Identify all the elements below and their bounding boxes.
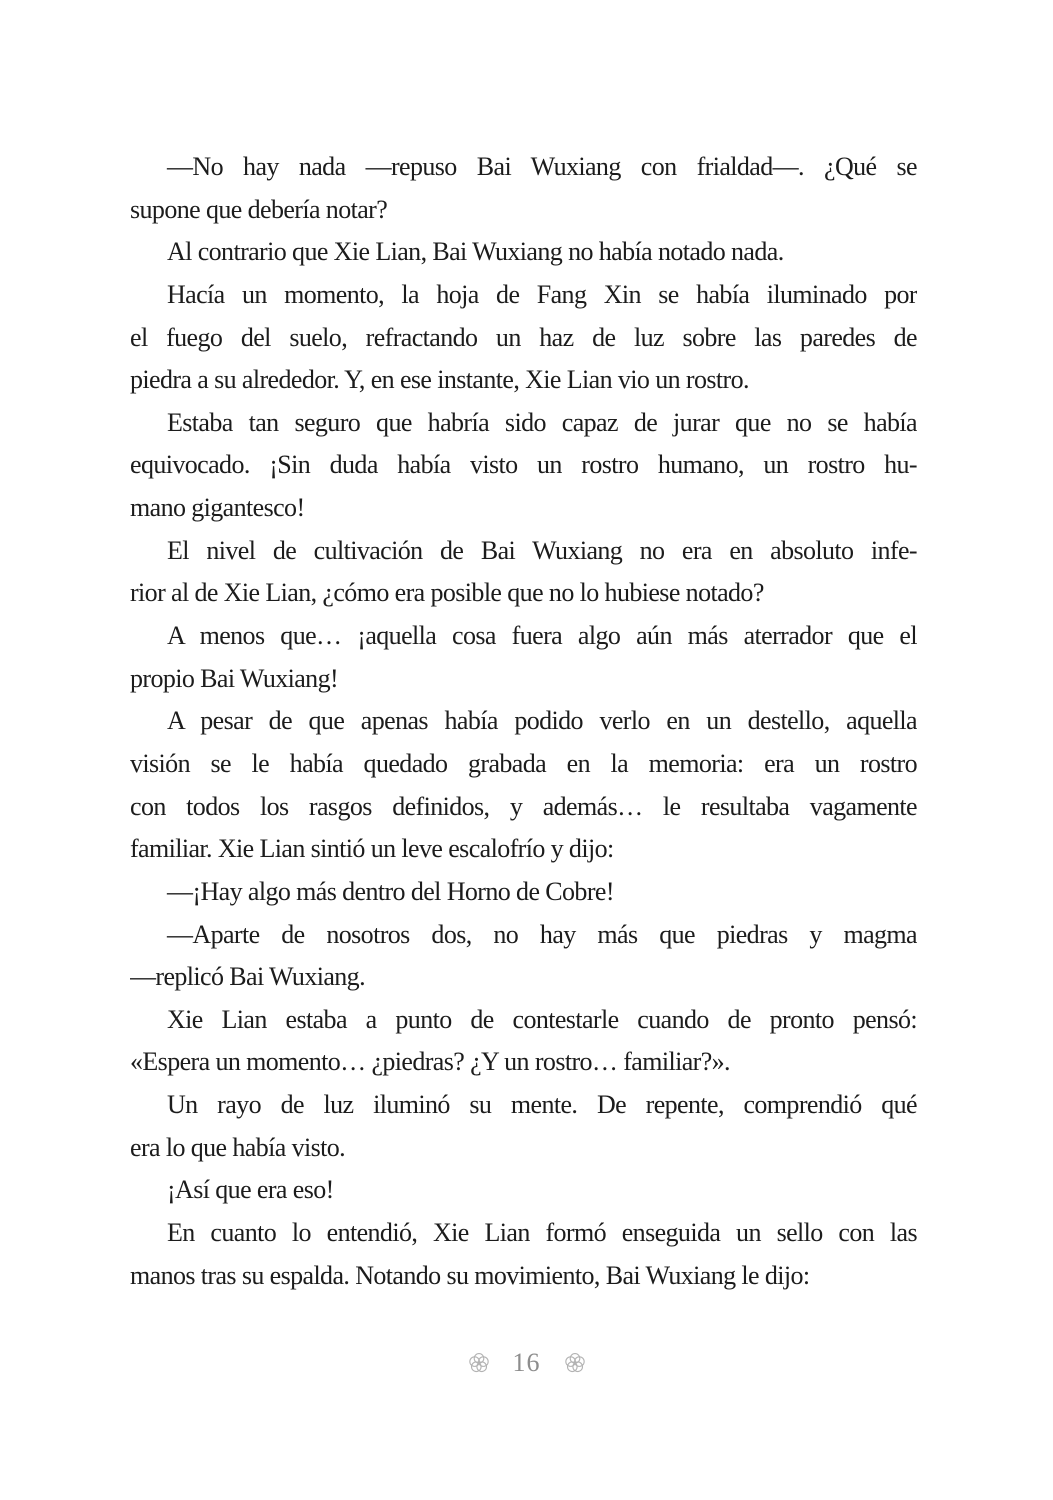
text-line: manos tras su espalda. Notando su movimiento, Bai Wuxiang le dijo:	[130, 1260, 810, 1290]
text-line: A menos que… ¡aquella cosa fuera algo aún más aterrador que el	[167, 621, 917, 651]
paragraph	[130, 1212, 917, 1297]
text-line: piedra a su alrededor. Y, en ese instante, Xie Lian vio un rostro.	[130, 365, 749, 395]
text-line: A pesar de que apenas había podido verlo en un destello, aquella	[167, 706, 917, 736]
text-line: —Aparte de nosotros dos, no hay más que piedras y magma	[167, 919, 917, 949]
text-line: con todos los rasgos definidos, y además… le resultaba vagamente	[130, 791, 917, 821]
paragraph	[130, 914, 917, 999]
paragraph	[130, 231, 917, 274]
paragraph	[130, 1169, 917, 1212]
text-line: ¡Así que era eso!	[167, 1175, 334, 1205]
text-line: rior al de Xie Lian, ¿cómo era posible que no lo hubiese notado?	[130, 578, 764, 608]
text-line: Al contrario que Xie Lian, Bai Wuxiang no había notado nada.	[167, 237, 784, 267]
text-line: El nivel de cultivación de Bai Wuxiang no era en absoluto infe-	[167, 535, 917, 565]
text-line: familiar. Xie Lian sintió un leve escalofrío y dijo:	[130, 834, 614, 864]
text-line: visión se le había quedado grabada en la memoria: era un rostro	[130, 748, 917, 778]
paragraph	[130, 700, 917, 871]
florette-icon	[563, 1351, 587, 1375]
paragraph	[130, 274, 917, 402]
text-line: Un rayo de luz iluminó su mente. De repente, comprendió qué	[167, 1090, 917, 1120]
page-text	[130, 146, 917, 1297]
paragraph	[130, 146, 917, 231]
paragraph	[130, 402, 917, 530]
text-line: propio Bai Wuxiang!	[130, 663, 339, 693]
text-line: «Espera un momento… ¿piedras? ¿Y un rostro… familiar?».	[130, 1047, 730, 1077]
text-line: —replicó Bai Wuxiang.	[130, 962, 365, 992]
text-line: equivocado. ¡Sin duda había visto un rostro humano, un rostro hu-	[130, 450, 917, 480]
text-line: era lo que había visto.	[130, 1132, 346, 1162]
text-line: En cuanto lo entendió, Xie Lian formó enseguida un sello con las	[167, 1218, 917, 1248]
text-line: —¡Hay algo más dentro del Horno de Cobre!	[167, 876, 614, 906]
paragraph	[130, 871, 917, 914]
text-line: supone que debería notar?	[130, 194, 388, 224]
text-line: Xie Lian estaba a punto de contestarle cuando de pronto pensó:	[167, 1004, 917, 1034]
text-line: —No hay nada —repuso Bai Wuxiang con frialdad—. ¿Qué se	[167, 152, 917, 181]
text-line: el fuego del suelo, refractando un haz de luz sobre las paredes de	[130, 322, 917, 352]
paragraph	[130, 530, 917, 615]
text-line: mano gigantesco!	[130, 493, 305, 523]
paragraph	[130, 1084, 917, 1169]
text-line: Hacía un momento, la hoja de Fang Xin se había iluminado por	[167, 279, 917, 309]
florette-icon	[467, 1351, 491, 1375]
page-footer	[0, 1350, 1053, 1376]
paragraph	[130, 615, 917, 700]
paragraph	[130, 999, 917, 1084]
text-line: Estaba tan seguro que habría sido capaz de jurar que no se había	[167, 407, 917, 437]
page-number: 16	[512, 1348, 541, 1377]
